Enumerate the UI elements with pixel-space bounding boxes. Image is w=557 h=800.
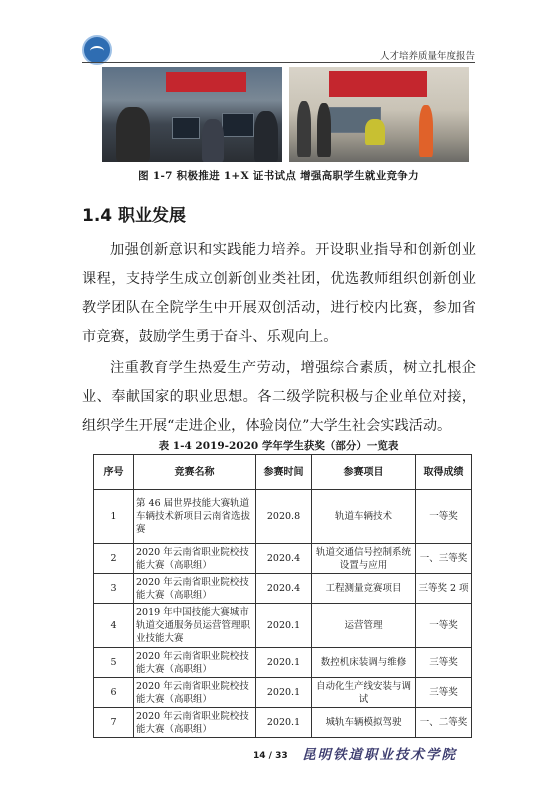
cell-no: 3 bbox=[94, 574, 134, 604]
cell-no: 2 bbox=[94, 544, 134, 574]
cell-no: 6 bbox=[94, 678, 134, 708]
column-header: 竞赛名称 bbox=[134, 455, 256, 490]
table-row bbox=[94, 544, 472, 574]
cell-name: 第 46 届世界技能大赛轨道车辆技术新项目云南省选拔赛 bbox=[134, 490, 256, 544]
cell-name: 2020 年云南省职业院校技能大赛（高职组） bbox=[134, 678, 256, 708]
table-header-row bbox=[94, 455, 472, 490]
cell-name: 2019 年中国技能大赛城市轨道交通服务员运营管理职业技能大赛 bbox=[134, 604, 256, 648]
cell-name: 2020 年云南省职业院校技能大赛（高职组） bbox=[134, 648, 256, 678]
cell-result: 一等奖 bbox=[416, 490, 472, 544]
table-row bbox=[94, 490, 472, 544]
cell-result: 三等奖 bbox=[416, 648, 472, 678]
paragraph: 注重教育学生热爱生产劳动，增强综合素质，树立扎根企业、奉献国家的职业思想。各二级学院积极与企业单位对接，组织学生开展“走进企业，体验岗位”大学生社会实践活动。 bbox=[82, 360, 476, 434]
cell-project: 轨道交通信号控制系统设置与应用 bbox=[312, 544, 416, 574]
student bbox=[116, 107, 150, 162]
cell-project: 运营管理 bbox=[312, 604, 416, 648]
footer-school-name: 昆明铁道职业技术学院 bbox=[302, 747, 457, 763]
cell-project: 轨道车辆技术 bbox=[312, 490, 416, 544]
cell-result: 三等奖 bbox=[416, 678, 472, 708]
student bbox=[254, 111, 278, 162]
table-caption: 表 1-4 2019-2020 学年学生获奖（部分）一览表 bbox=[158, 440, 399, 452]
cell-time: 2020.4 bbox=[256, 574, 312, 604]
figure-caption: 图 1-7 积极推进 1+X 证书试点 增强高职学生就业竞争力 bbox=[138, 170, 419, 182]
cell-time: 2020.8 bbox=[256, 490, 312, 544]
cell-result: 一等奖 bbox=[416, 604, 472, 648]
cell-name: 2020 年云南省职业院校技能大赛（高职组） bbox=[134, 574, 256, 604]
trainee bbox=[317, 103, 331, 157]
school-logo bbox=[82, 35, 112, 65]
monitor bbox=[172, 117, 200, 139]
table-row bbox=[94, 708, 472, 738]
column-header: 参赛项目 bbox=[312, 455, 416, 490]
cell-name: 2020 年云南省职业院校技能大赛（高职组） bbox=[134, 708, 256, 738]
cell-project: 数控机床装调与维修 bbox=[312, 648, 416, 678]
column-header: 序号 bbox=[94, 455, 134, 490]
header-rule bbox=[82, 62, 475, 63]
cell-project: 自动化生产线安装与调试 bbox=[312, 678, 416, 708]
trainee bbox=[297, 101, 311, 157]
photo-right bbox=[289, 67, 469, 162]
cell-time: 2020.1 bbox=[256, 604, 312, 648]
monitor bbox=[222, 113, 254, 137]
page-number: 14 / 33 bbox=[253, 751, 288, 761]
cell-time: 2020.4 bbox=[256, 544, 312, 574]
cell-project: 工程测量竞赛项目 bbox=[312, 574, 416, 604]
table-row bbox=[94, 604, 472, 648]
photo-banner bbox=[166, 72, 246, 92]
cell-time: 2020.1 bbox=[256, 678, 312, 708]
cell-no: 7 bbox=[94, 708, 134, 738]
table-row bbox=[94, 648, 472, 678]
table-row bbox=[94, 678, 472, 708]
header-title: 人才培养质量年度报告 bbox=[379, 51, 475, 62]
cell-result: 一、二等奖 bbox=[416, 708, 472, 738]
cell-time: 2020.1 bbox=[256, 648, 312, 678]
cell-result: 三等奖 2 项 bbox=[416, 574, 472, 604]
cell-result: 一、三等奖 bbox=[416, 544, 472, 574]
trainee bbox=[419, 105, 433, 157]
cell-no: 5 bbox=[94, 648, 134, 678]
trainee bbox=[365, 119, 385, 145]
paragraph: 加强创新意识和实践能力培养。开设职业指导和创新创业课程，支持学生成立创新创业类社团，优选教师组织创新创业教学团队在全院学生中开展双创活动，进行校内比赛，参加省市竞赛，鼓励学生勇于奋斗、乐观向上。 bbox=[82, 242, 476, 345]
cell-name: 2020 年云南省职业院校技能大赛（高职组） bbox=[134, 544, 256, 574]
student bbox=[202, 119, 224, 162]
cell-time: 2020.1 bbox=[256, 708, 312, 738]
cell-no: 1 bbox=[94, 490, 134, 544]
section-heading: 1.4 职业发展 bbox=[82, 206, 187, 226]
table-row bbox=[94, 574, 472, 604]
photo-left bbox=[102, 67, 282, 162]
column-header: 参赛时间 bbox=[256, 455, 312, 490]
column-header: 取得成绩 bbox=[416, 455, 472, 490]
awards-table bbox=[93, 454, 472, 738]
photo-banner bbox=[329, 71, 427, 97]
cell-no: 4 bbox=[94, 604, 134, 648]
cell-project: 城轨车辆模拟驾驶 bbox=[312, 708, 416, 738]
